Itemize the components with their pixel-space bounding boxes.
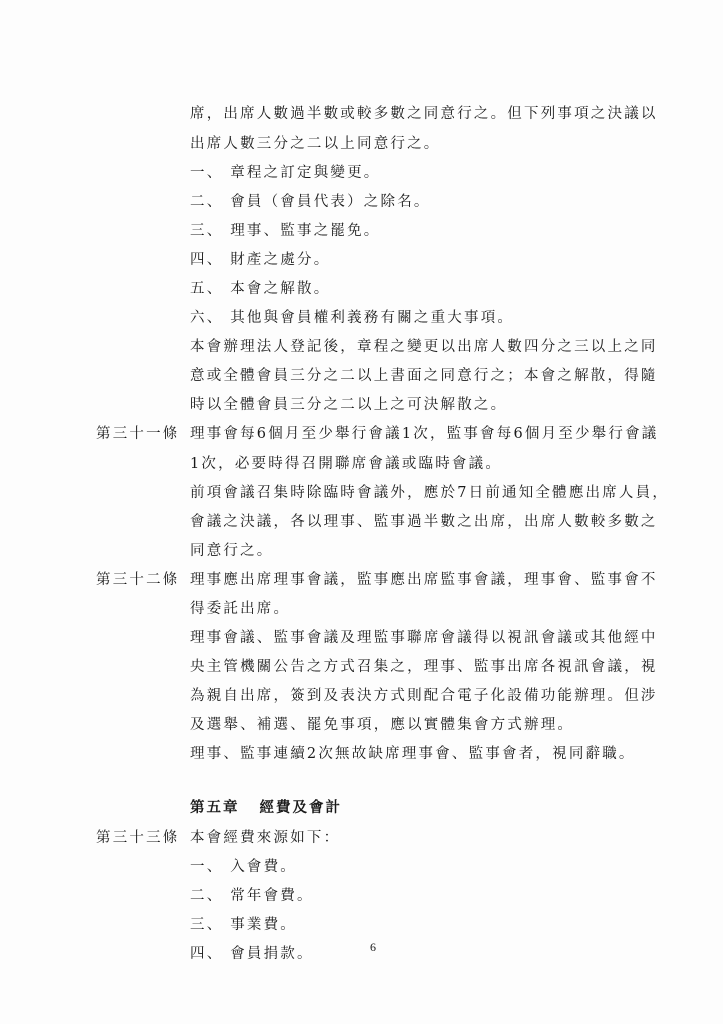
text-line: 六、 其他與會員權利義務有關之重大事項。 xyxy=(190,310,515,326)
text-line: 二、 會員（會員代表）之除名。 xyxy=(190,194,431,210)
article-number: 第三十三條 xyxy=(96,830,180,846)
text-line: 五、 本會之解散。 xyxy=(190,281,331,297)
text-line: 理事會議、監事會議及理監事聯席會議得以視訊會議或其他經中 xyxy=(190,630,658,646)
text-line: 三、 事業費。 xyxy=(190,917,298,933)
text-line: 為親自出席，簽到及表決方式則配合電子化設備功能辦理。但涉 xyxy=(190,688,658,704)
article-number: 第三十一條 xyxy=(96,426,180,442)
chapter-heading xyxy=(190,798,342,818)
text-line: 及選舉、補選、罷免事項，應以實體集會方式辦理。 xyxy=(190,717,575,733)
chapter-title: 經費及會計 xyxy=(259,799,342,816)
text-line: 時以全體會員三分之二以上之可決解散之。 xyxy=(190,397,508,413)
text-line: 理事、監事連續2次無故缺席理事會、監事會者，視同辭職。 xyxy=(190,746,636,762)
text-line: 四、 會員捐款。 xyxy=(190,946,314,962)
article-number: 第三十二條 xyxy=(96,572,180,588)
text-line: 二、 常年會費。 xyxy=(190,888,314,904)
text-line: 理事會每6個月至少舉行會議1次，監事會每6個月至少舉行會議 xyxy=(190,426,659,442)
text-line: 本會辦理法人登記後，章程之變更以出席人數四分之三以上之同 xyxy=(190,339,658,355)
text-line: 理事應出席理事會議，監事應出席監事會議，理事會、監事會不 xyxy=(190,572,658,588)
text-line: 一、 章程之訂定與變更。 xyxy=(190,165,381,181)
text-line: 本會經費來源如下： xyxy=(190,830,341,846)
page-number: 6 xyxy=(370,940,376,954)
text-line: 三、 理事、監事之罷免。 xyxy=(190,223,381,239)
text-line: 1次，必要時得召開聯席會議或臨時會議。 xyxy=(190,456,503,472)
text-line: 同意行之。 xyxy=(190,543,274,559)
text-line: 席，出席人數過半數或較多數之同意行之。但下列事項之決議以 xyxy=(190,106,658,122)
text-line: 出席人數三分之二以上同意行之。 xyxy=(190,136,441,152)
text-line: 意或全體會員三分之二以上書面之同意行之；本會之解散，得隨 xyxy=(190,368,658,384)
text-line: 前項會議召集時除臨時會議外，應於7日前通知全體應出席人員， xyxy=(190,485,670,501)
text-line: 得委託出席。 xyxy=(190,601,291,617)
text-line: 一、 入會費。 xyxy=(190,859,298,875)
text-line: 四、 財產之處分。 xyxy=(190,252,331,268)
chapter-label: 第五章 xyxy=(190,799,240,816)
text-line: 會議之決議，各以理事、監事過半數之出席，出席人數較多數之 xyxy=(190,514,658,530)
text-line: 央主管機關公告之方式召集之，理事、監事出席各視訊會議，視 xyxy=(190,659,658,675)
